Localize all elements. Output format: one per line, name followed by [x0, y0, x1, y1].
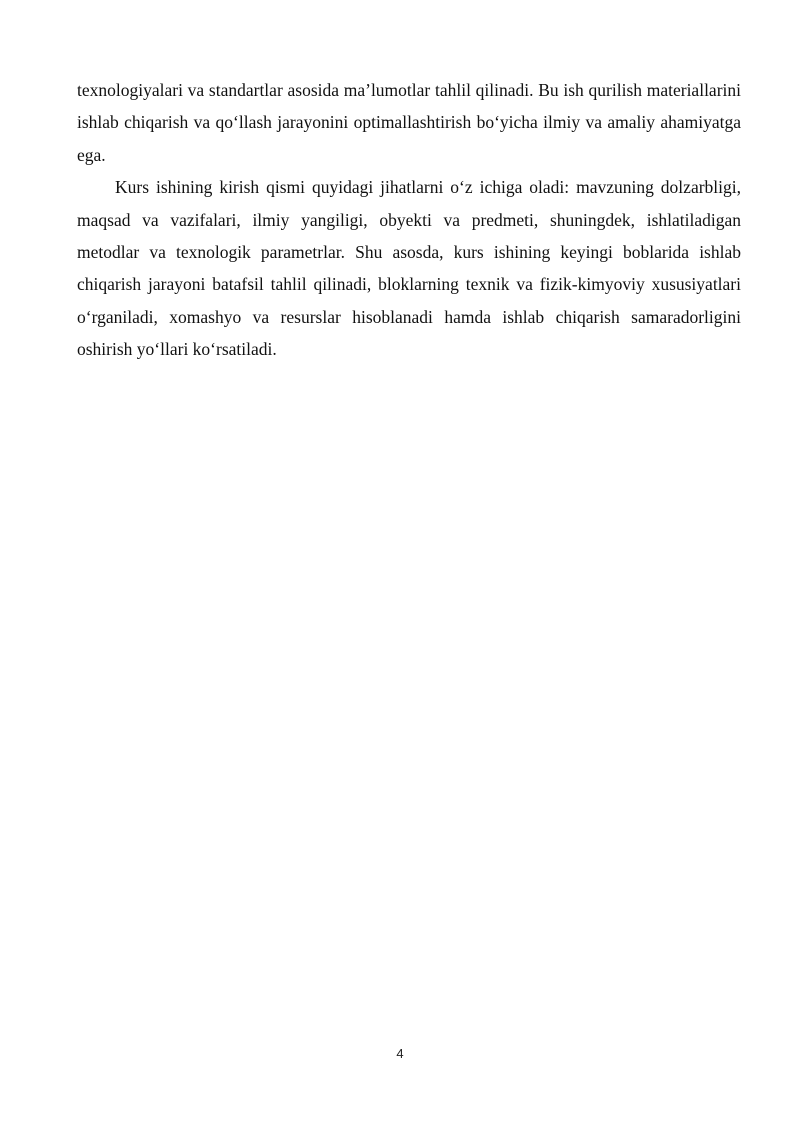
page-number: 4 — [396, 1046, 404, 1061]
body-text — [77, 74, 741, 366]
paragraph-introduction: Kurs ishining kirish qismi quyidagi jihatlarni o‘z ichiga oladi: mavzuning dolzarbligi, maqsad va vazifalari, ilmiy yangiligi, obyekti va predmeti, shuningdek, ishlatiladigan metodlar va texnologik parametrlar. Shu asosda, kurs ishining keyingi boblarida ishlab chiqarish jarayoni batafsil tahlil qilinadi, bloklarning texnik va fizik-kimyoviy xususiyatlari o‘rganiladi, xomashyo va resurslar hisoblanadi hamda ishlab chiqarish samaradorligini oshirish yo‘llari ko‘rsatiladi. — [77, 177, 741, 360]
paragraph-continuation: texnologiyalari va standartlar asosida ma’lumotlar tahlil qilinadi. Bu ish qurilish materiallarini ishlab chiqarish va qo‘llash jarayonini optimallashtirish bo‘yicha ilmiy va amaliy ahamiyatga ega. — [77, 80, 741, 165]
